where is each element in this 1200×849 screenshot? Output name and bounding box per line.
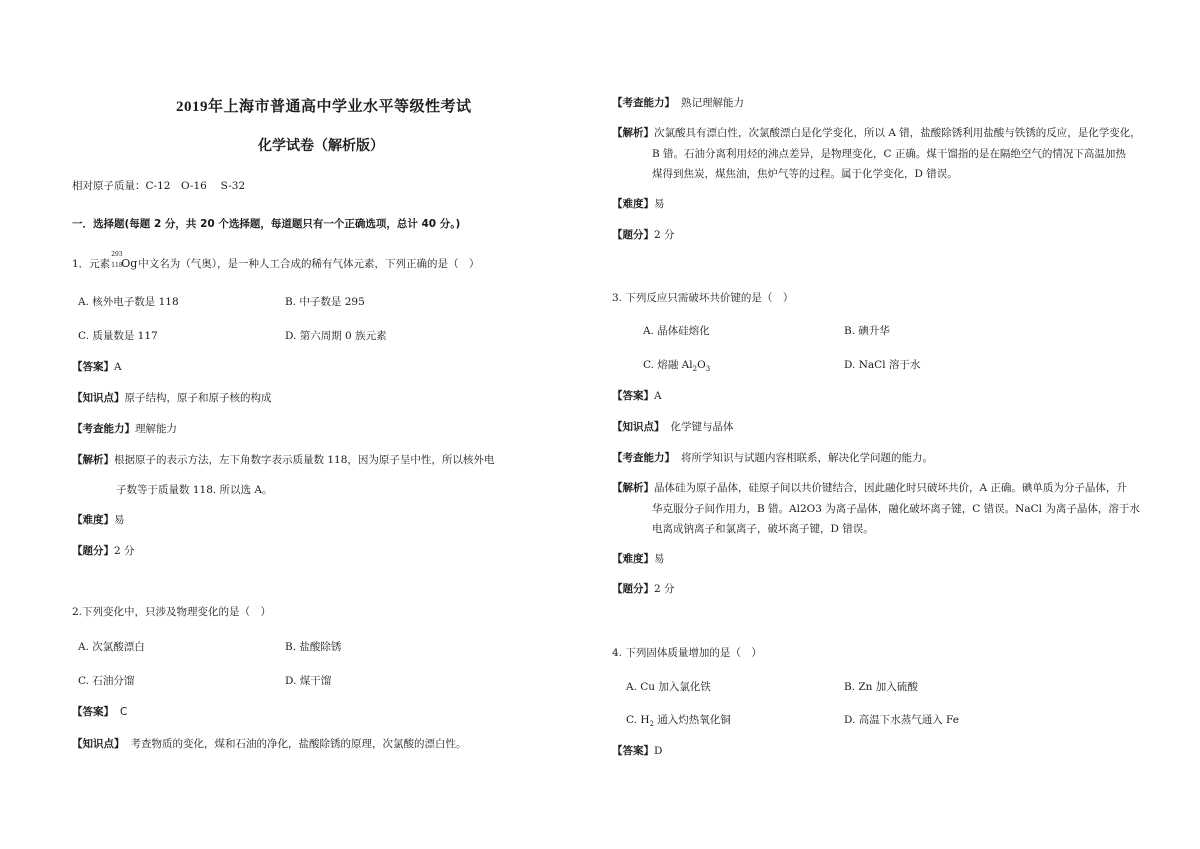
q3-option-b: B. 碘升华: [844, 325, 890, 337]
q3-option-a: A. 晶体硅熔化: [643, 325, 710, 337]
q3-option-d: D. NaCl 溶于水: [844, 359, 921, 371]
q1-analysis-line-2: 子数等于质量数 118. 所以选 A。: [116, 484, 273, 496]
score-label: 【题分】: [612, 229, 654, 241]
option-c-text: O: [697, 359, 706, 371]
score-value: 2 分: [654, 583, 675, 595]
q2-knowledge: [72, 738, 467, 751]
answer-label: 【答案】: [72, 361, 114, 373]
q2-analysis: [612, 127, 1141, 140]
option-c-text: 通入灼热氧化铜: [653, 714, 731, 726]
difficulty-value: 易: [654, 553, 665, 565]
score-label: 【题分】: [612, 583, 654, 595]
q4-option-b: B. Zn 加入硫酸: [844, 681, 918, 693]
q2-option-c: C. 石油分馏: [78, 675, 135, 687]
analysis-label: 【解析】: [612, 482, 654, 494]
q2-option-d: D. 煤干馏: [285, 675, 332, 687]
difficulty-label: 【难度】: [612, 198, 654, 210]
q1-stem: [72, 251, 480, 271]
answer-value: C: [120, 706, 128, 718]
q3-analysis-line-2: 华克服分子间作用力，B 错。Al2O3 为离子晶体，融化破坏离子键，C 错误。NaCl 为离子晶体，溶于水: [652, 503, 1140, 515]
q3-ability: [612, 452, 933, 465]
difficulty-value: 易: [114, 514, 125, 526]
q1-answer: [72, 361, 122, 374]
analysis-label: 【解析】: [612, 127, 654, 139]
q1-knowledge: [72, 392, 272, 405]
q3-option-c: [643, 359, 710, 372]
option-c-text: C. 熔融 Al: [643, 359, 693, 371]
q4-option-a: A. Cu 加入氯化铁: [626, 681, 711, 693]
knowledge-value: 原子结构，原子和原子核的构成: [124, 392, 272, 404]
q2-option-a: A. 次氯酸漂白: [78, 641, 145, 653]
score-value: 2 分: [114, 545, 135, 557]
q3-stem: 3. 下列反应只需破坏共价键的是（ ）: [612, 292, 794, 304]
q1-option-b: B. 中子数是 295: [285, 296, 365, 308]
q1-score: [72, 545, 135, 558]
subscript: 2: [649, 720, 654, 729]
q1-stem-prefix: 1．元素: [72, 258, 111, 270]
ability-label: 【考查能力】: [612, 97, 675, 109]
q1-option-c: C. 质量数是 117: [78, 330, 158, 342]
q1-ability: [72, 423, 177, 436]
q2-ability: [612, 97, 744, 110]
difficulty-value: 易: [654, 198, 665, 210]
q3-analysis: [612, 482, 1127, 495]
q2-stem: 2.下列变化中，只涉及物理变化的是（ ）: [72, 606, 272, 618]
q2-analysis-line-3: 煤得到焦炭，煤焦油，焦炉气等的过程。属于化学变化，D 错误。: [652, 168, 958, 180]
ability-value: 熟记理解能力: [681, 97, 744, 109]
element-symbol: Og: [121, 257, 138, 270]
ability-value: 理解能力: [135, 423, 177, 435]
score-label: 【题分】: [72, 545, 114, 557]
ability-label: 【考查能力】: [72, 423, 135, 435]
answer-label: 【答案】: [612, 745, 654, 757]
knowledge-value: 化学键与晶体: [670, 421, 734, 433]
score-value: 2 分: [654, 229, 675, 241]
q2-answer: [72, 706, 127, 719]
atomic-number: 118: [111, 262, 123, 269]
q4-option-d: D. 高温下水蒸气通入 Fe: [844, 714, 959, 726]
subscript: 2: [692, 365, 698, 374]
q1-option-d: D. 第六周期 0 族元素: [285, 330, 387, 342]
answer-value: A: [114, 361, 122, 373]
knowledge-label: 【知识点】: [72, 738, 125, 750]
analysis-label: 【解析】: [72, 454, 114, 466]
subscript: 3: [705, 365, 711, 374]
page-title: 2019年上海市普通高中学业水平等级性考试: [176, 99, 472, 115]
ability-label: 【考查能力】: [612, 452, 675, 464]
difficulty-label: 【难度】: [612, 553, 654, 565]
q2-option-b: B. 盐酸除锈: [285, 641, 342, 653]
q3-answer: [612, 390, 662, 403]
mass-number: 293: [111, 251, 123, 258]
analysis-line-1: 晶体硅为原子晶体，硅原子间以共价键结合，因此融化时只破坏共价，A 正确。碘单质为分子晶体，升: [654, 482, 1127, 494]
analysis-line-1: 次氯酸具有漂白性，次氯酸漂白是化学变化，所以 A 错，盐酸除锈利用盐酸与铁锈的反应，是化学变化，: [654, 127, 1141, 139]
answer-label: 【答案】: [72, 706, 114, 718]
answer-value: D: [654, 745, 663, 757]
q1-option-a: A. 核外电子数是 118: [78, 296, 179, 308]
q2-analysis-line-2: B 错。石油分离利用烃的沸点差异，是物理变化，C 正确。煤干馏指的是在隔绝空气的情况下高温加热: [652, 148, 1126, 160]
q4-option-c: [626, 714, 731, 727]
analysis-line-1: 根据原子的表示方法，左下角数字表示质量数 118，因为原子呈中性，所以核外电: [114, 454, 495, 466]
ability-value: 将所学知识与试题内容相联系，解决化学问题的能力。: [681, 452, 933, 464]
q2-difficulty: [612, 198, 665, 211]
q3-analysis-line-3: 电离成钠离子和氯离子，破坏离子键，D 错误。: [652, 523, 874, 535]
answer-label: 【答案】: [612, 390, 654, 402]
option-c-text: C. H: [626, 714, 650, 726]
q2-score: [612, 229, 675, 242]
knowledge-label: 【知识点】: [72, 392, 125, 404]
q1-difficulty: [72, 514, 125, 527]
q3-difficulty: [612, 553, 665, 566]
section-heading: 一．选择题(每题 2 分，共 20 个选择题，每道题只有一个正确选项，总计 40 分。): [72, 218, 461, 230]
page-subtitle: 化学试卷（解析版）: [258, 138, 384, 154]
q1-stem-suffix: 中文名为（气奥），是一种人工合成的稀有气体元素，下列正确的是（ ）: [138, 258, 480, 270]
atomic-mass-line: 相对原子质量：C-12 O-16 S-32: [72, 180, 246, 192]
q3-knowledge: [612, 421, 734, 434]
q4-stem: 4. 下列固体质量增加的是（ ）: [612, 647, 762, 659]
difficulty-label: 【难度】: [72, 514, 114, 526]
q3-score: [612, 583, 675, 596]
q4-answer: [612, 745, 662, 758]
nuclide-symbol: [111, 251, 138, 271]
knowledge-label: 【知识点】: [612, 421, 665, 433]
knowledge-value: 考查物质的变化，煤和石油的净化，盐酸除锈的原理，次氯酸的漂白性。: [130, 738, 467, 750]
answer-value: A: [654, 390, 662, 402]
q1-analysis: [72, 454, 494, 467]
